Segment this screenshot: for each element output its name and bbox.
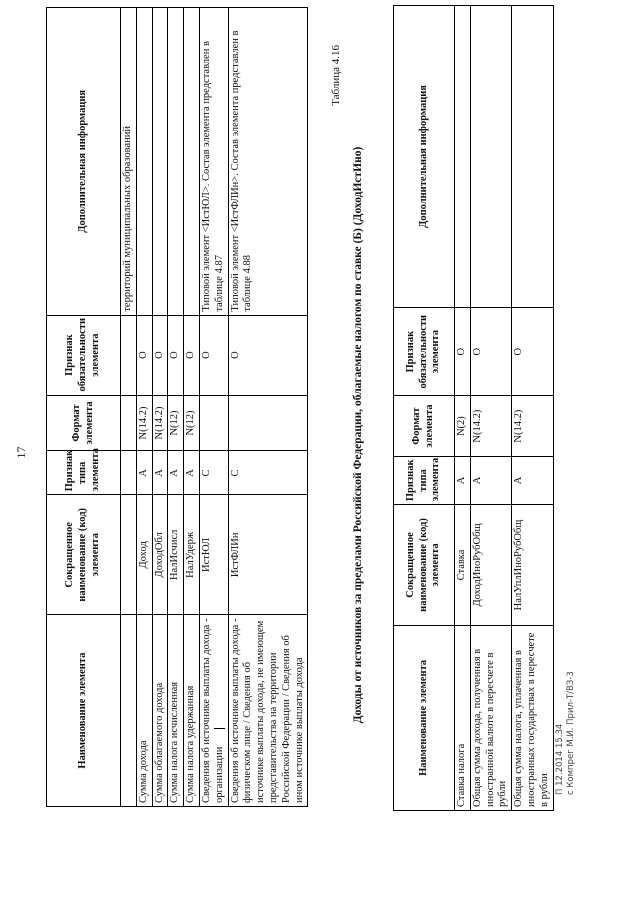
page-number: 17 [14, 446, 28, 459]
header-format: Формат элемента [394, 396, 455, 456]
header-name: Наименование элемента [394, 625, 455, 810]
document-stamp [555, 671, 577, 795]
cell-name: Сумма налога удержанная [184, 615, 200, 807]
cell-info [184, 8, 200, 316]
table-row [152, 8, 168, 807]
cell-code: ИстЮЛ [199, 495, 228, 615]
table-row [470, 6, 511, 811]
cell-name: Ставка налога [455, 625, 471, 810]
cell-required: О [168, 315, 184, 395]
cell-code: ДоходИноРубОбщ [470, 505, 511, 626]
cell-type: А [470, 456, 511, 504]
header-name: Наименование элемента [47, 615, 121, 807]
cell-format: N(14.2) [512, 396, 553, 456]
header-code: Сокращенное наименование (код) элемента [47, 495, 121, 615]
cell-info [136, 8, 152, 316]
table-header-row [47, 8, 121, 807]
header-type: Признак типа элемента [47, 451, 121, 495]
cell-name: Сумма дохода [136, 615, 152, 807]
header-required: Признак обязательности элемента [47, 315, 121, 395]
cell-required: О [199, 315, 228, 395]
cell-info [512, 6, 553, 308]
text-cursor [214, 728, 225, 729]
cell-format: N(2) [455, 396, 471, 456]
cell-name: Общая сумма налога, уплаченная в иностранных государствах в пересчете в рубли [512, 625, 553, 810]
income-abroad-table [393, 5, 554, 811]
cell-format [199, 395, 228, 451]
table-caption: Таблица 4.16 [330, 45, 342, 106]
cell-required: О [152, 315, 168, 395]
table-row [512, 6, 553, 811]
cell-format: N(14.2) [136, 395, 152, 451]
cell-type: А [136, 451, 152, 495]
cell-type: А [152, 451, 168, 495]
header-info: Дополнительная информация [47, 8, 121, 316]
cell-info: Типовой элемент <ИстЮЛ>. Состав элемента представлен в таблице 4.87 [199, 8, 228, 316]
cell-required: О [455, 307, 471, 396]
table-row [121, 8, 137, 807]
cell-type: С [199, 451, 228, 495]
cell-code: ДоходОбл [152, 495, 168, 615]
cell-info [168, 8, 184, 316]
cell-required: О [228, 315, 308, 395]
cell-type: А [184, 451, 200, 495]
table-row [168, 8, 184, 807]
table-row [136, 8, 152, 807]
cell-code: НалУдерж [184, 495, 200, 615]
header-type: Признак типа элемента [394, 456, 455, 504]
cell-type: А [512, 456, 553, 504]
elements-table [46, 7, 308, 807]
cell-format [228, 395, 308, 451]
cell-name: Сведения об источнике выплаты дохода - физическом лице / Сведения об источнике выплаты дохода, не имеющем представительства на территории Российской Федерации / Сведения об ином источнике выплаты дохода [228, 615, 308, 807]
cell-required: О [512, 307, 553, 396]
stamp-line: с Компрег М.И. Прил-Т/ВЗ-3 [566, 671, 577, 795]
cell-name: Сумма облагаемого дохода [152, 615, 168, 807]
cell-code: Доход [136, 495, 152, 615]
header-code: Сокращенное наименование (код) элемента [394, 505, 455, 626]
cell-type: А [168, 451, 184, 495]
cell-name: Сведения об источнике выплаты дохода - организации [199, 615, 228, 807]
cell-type: А [455, 456, 471, 504]
cell-info [455, 6, 471, 308]
cell-type: С [228, 451, 308, 495]
cell-format: N(12) [184, 395, 200, 451]
cell-name: Общая сумма дохода, полученная в иностранной валюте в пересчете в рубли [470, 625, 511, 810]
table-row [455, 6, 471, 811]
cell-required: О [136, 315, 152, 395]
cell-required: О [184, 315, 200, 395]
cell-info [470, 6, 511, 308]
header-info: Дополнительная информация [394, 6, 455, 308]
table-title: Доходы от источников за пределами Российской Федерации, облагаемые налогом по ставке (Б) (ДоходИстИно) [352, 146, 364, 724]
table-row [184, 8, 200, 807]
cell-name: Сумма налога исчисленная [168, 615, 184, 807]
cell-required: О [470, 307, 511, 396]
header-format: Формат элемента [47, 395, 121, 451]
cell-format: N(14.2) [152, 395, 168, 451]
stamp-line: П 12.2014 15.34 [555, 723, 565, 795]
cell-code: НалУплИноРубОбщ [512, 505, 553, 626]
continuation-note: территорий муниципальных образований [121, 8, 137, 316]
cell-info: Типовой элемент <ИстФЛИн>. Состав элемента представлен в таблице 4.88 [228, 8, 308, 316]
header-required: Признак обязательности элемента [394, 307, 455, 396]
cell-code: ИстФЛИн [228, 495, 308, 615]
cell-code: Ставка [455, 505, 471, 626]
cell-format: N(12) [168, 395, 184, 451]
cell-code: НалИсчисл [168, 495, 184, 615]
table-header-row [394, 6, 455, 811]
cell-format: N(14.2) [470, 396, 511, 456]
table-row [228, 8, 308, 807]
table-row [199, 8, 228, 807]
cell-info [152, 8, 168, 316]
